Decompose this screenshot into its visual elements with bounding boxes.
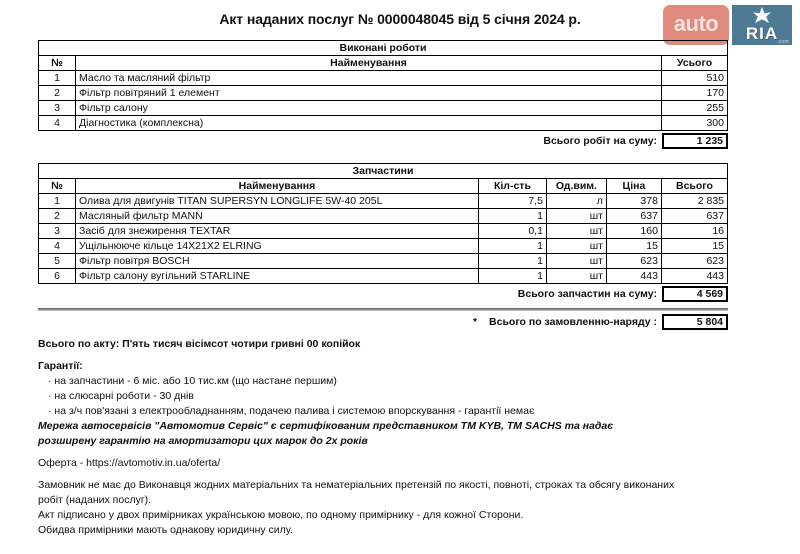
parts-table-header-row	[39, 179, 728, 194]
parts-row-total: 16	[661, 224, 727, 239]
table-row	[39, 224, 728, 239]
table-row	[39, 194, 728, 209]
parts-col-total: Всього	[661, 179, 727, 194]
legal-force-statement: Обидва примірники мають однакову юридичну силу.	[38, 524, 293, 536]
table-row	[39, 209, 728, 224]
works-row-num: 2	[39, 86, 76, 101]
works-row-num: 3	[39, 101, 76, 116]
parts-col-name: Найменування	[76, 179, 479, 194]
parts-row-price: 378	[606, 194, 661, 209]
parts-table-caption: Запчастини	[39, 164, 728, 179]
works-summary-value: 1 235	[662, 133, 728, 149]
parts-row-total: 15	[661, 239, 727, 254]
works-table-caption: Виконані роботи	[39, 41, 728, 56]
grand-total-value: 5 804	[662, 314, 728, 330]
table-row	[39, 254, 728, 269]
parts-col-price: Ціна	[606, 179, 661, 194]
works-row-total: 300	[661, 116, 727, 131]
works-table-caption-row	[39, 41, 728, 56]
parts-col-num: №	[39, 179, 76, 194]
spacer	[38, 330, 728, 337]
works-row-total: 510	[661, 71, 727, 86]
parts-row-name: Фільтр повітря BOSCH	[76, 254, 479, 269]
claim-statement-line2: робіт (наданих послуг).	[38, 494, 152, 506]
document-body	[38, 40, 728, 538]
parts-row-unit: шт	[546, 209, 606, 224]
guarantees-heading: Гарантії:	[38, 360, 83, 372]
parts-row-price: 160	[606, 224, 661, 239]
logo-ria-text: RIA	[745, 24, 779, 43]
parts-col-unit: Од.вим.	[546, 179, 606, 194]
works-row-name: Діагностика (комплексна)	[76, 116, 662, 131]
works-summary-row	[38, 133, 728, 149]
logo-auto-text: auto	[673, 11, 719, 36]
works-row-total: 170	[661, 86, 727, 101]
offer-link[interactable]: Оферта - https://avtomotiv.in.ua/oferta/	[38, 457, 221, 469]
table-row	[39, 86, 728, 101]
grand-total-asterisk: *	[472, 316, 478, 328]
service-network-note-line2: розширену гарантію на амортизатори цих марок до 2х років	[38, 435, 368, 447]
parts-row-name: Ущільнююче кільце 14X21X2 ELRING	[76, 239, 479, 254]
works-row-total: 255	[661, 101, 727, 116]
table-row	[39, 71, 728, 86]
table-row	[39, 101, 728, 116]
works-table	[38, 40, 728, 131]
works-row-num: 1	[39, 71, 76, 86]
table-row	[39, 269, 728, 284]
parts-row-qty: 1	[478, 209, 546, 224]
parts-row-num: 4	[39, 239, 76, 254]
spacer	[38, 449, 728, 456]
parts-row-unit: шт	[546, 254, 606, 269]
parts-row-qty: 1	[478, 254, 546, 269]
works-col-name: Найменування	[76, 56, 662, 71]
works-col-total: Усього	[661, 56, 727, 71]
parts-row-qty: 7,5	[478, 194, 546, 209]
section-gap	[38, 149, 728, 163]
guarantee-item: · на слюсарні роботи - 30 днів	[48, 390, 194, 402]
grand-total-row	[38, 314, 728, 330]
parts-row-qty: 1	[478, 239, 546, 254]
parts-row-num: 5	[39, 254, 76, 269]
table-row	[39, 239, 728, 254]
parts-row-num: 1	[39, 194, 76, 209]
parts-row-qty: 0,1	[478, 224, 546, 239]
parts-row-total: 2 835	[661, 194, 727, 209]
works-summary-label: Всього робіт на суму:	[543, 135, 657, 147]
service-network-note-line1: Мережа автосервісів "Автомотив Сервіс" є сертифікованим представником ТМ KYB, TM SACHS та надає	[38, 420, 614, 432]
parts-row-price: 443	[606, 269, 661, 284]
copies-statement: Акт підписано у двох примірниках українською мовою, по одному примірнику - для кожної Сторони.	[38, 509, 524, 521]
works-row-name: Масло та масляний фільтр	[76, 71, 662, 86]
table-row	[39, 116, 728, 131]
document-title: Акт наданих послуг № 0000048045 від 5 січня 2024 р.	[219, 11, 581, 27]
parts-row-total: 443	[661, 269, 727, 284]
parts-row-unit: шт	[546, 269, 606, 284]
spacer	[38, 352, 728, 359]
works-row-num: 4	[39, 116, 76, 131]
works-row-name: Фільтр салону	[76, 101, 662, 116]
spacer	[38, 471, 728, 478]
claim-statement-line1: Замовник не має до Виконавця жодних матеріальних та нематеріальних претензій по якості, повноті, строках та обсягу виконаних	[38, 479, 675, 491]
parts-row-name: Масляный фильтр MANN	[76, 209, 479, 224]
guarantee-item: · на з/ч пов'язані з електрообладнанням, подачею палива і системою впорскування - гарантії немає	[48, 405, 535, 417]
section-divider	[38, 308, 728, 311]
parts-summary-value: 4 569	[662, 286, 728, 302]
parts-row-price: 623	[606, 254, 661, 269]
parts-row-price: 15	[606, 239, 661, 254]
act-total-text: Всього по акту: П'ять тисяч вісімсот чотири гривні 00 копійок	[38, 338, 361, 350]
parts-row-name: Олива для двигунів TITAN SUPERSYN LONGLIFE 5W-40 205L	[76, 194, 479, 209]
parts-row-num: 6	[39, 269, 76, 284]
works-col-num: №	[39, 56, 76, 71]
parts-row-unit: л	[546, 194, 606, 209]
parts-summary-label: Всього запчастин на суму:	[517, 288, 657, 300]
parts-col-qty: Кіл-сть	[478, 179, 546, 194]
works-row-name: Фільтр повітряний 1 елемент	[76, 86, 662, 101]
parts-table	[38, 163, 728, 284]
parts-row-name: Фільтр салону вугільний STARLINE	[76, 269, 479, 284]
parts-row-num: 3	[39, 224, 76, 239]
grand-total-label: Всього по замовленню-наряду :	[489, 316, 657, 328]
parts-row-total: 637	[661, 209, 727, 224]
parts-row-unit: шт	[546, 224, 606, 239]
parts-row-unit: шт	[546, 239, 606, 254]
parts-row-name: Засіб для знежирення TEXTAR	[76, 224, 479, 239]
guarantee-item: · на запчастини - 6 міс. або 10 тис.км (що настане першим)	[48, 375, 337, 387]
parts-row-price: 637	[606, 209, 661, 224]
parts-row-total: 623	[661, 254, 727, 269]
logo-ria-com-text: .com	[776, 39, 789, 45]
works-table-header-row	[39, 56, 728, 71]
parts-table-caption-row	[39, 164, 728, 179]
parts-row-num: 2	[39, 209, 76, 224]
parts-summary-row	[38, 286, 728, 302]
parts-row-qty: 1	[478, 269, 546, 284]
